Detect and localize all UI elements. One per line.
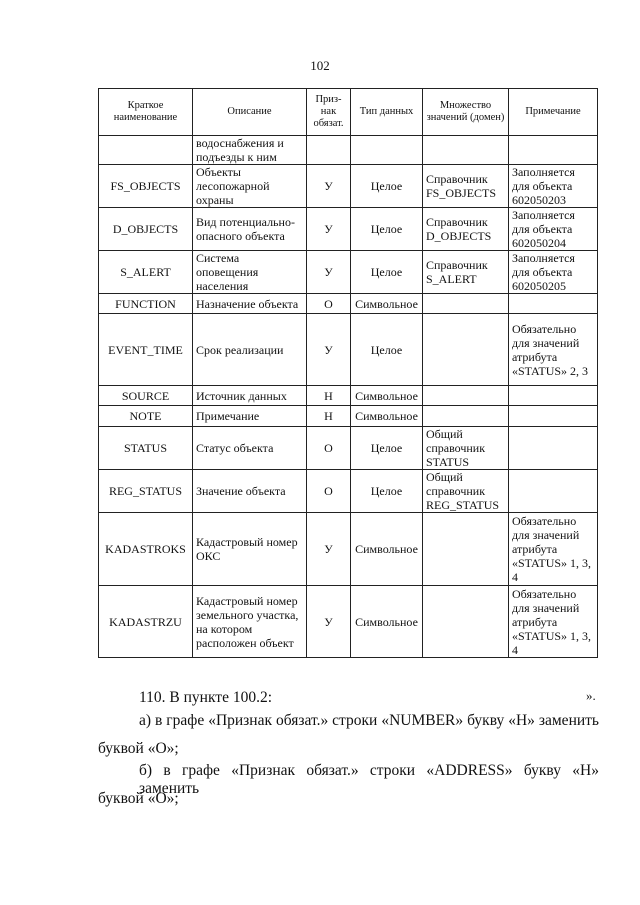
cell-type: Символьное (351, 294, 423, 314)
cell-required: У (307, 513, 351, 586)
cell-type: Целое (351, 470, 423, 513)
cell-description: Система оповещения населения (193, 251, 307, 294)
cell-domain: Справочник D_OBJECTS (423, 208, 509, 251)
cell-note (509, 136, 598, 165)
cell-description: Объекты лесопожарной охраны (193, 165, 307, 208)
header-description: Описание (193, 89, 307, 136)
header-note: Примечание (509, 89, 598, 136)
cell-description: Срок реализации (193, 314, 307, 386)
cell-name: D_OBJECTS (99, 208, 193, 251)
cell-description: Статус объекта (193, 427, 307, 470)
cell-note (509, 386, 598, 406)
cell-name: EVENT_TIME (99, 314, 193, 386)
cell-domain (423, 586, 509, 658)
cell-required (307, 136, 351, 165)
cell-type: Символьное (351, 513, 423, 586)
cell-required: О (307, 427, 351, 470)
paragraph-b-line2: буквой «О»; (98, 790, 179, 807)
cell-type: Целое (351, 208, 423, 251)
cell-name: SOURCE (99, 386, 193, 406)
cell-type: Целое (351, 165, 423, 208)
cell-name: KADASTROKS (99, 513, 193, 586)
cell-domain: Общий справочник REG_STATUS (423, 470, 509, 513)
table-row (99, 427, 598, 470)
cell-required: У (307, 251, 351, 294)
cell-type: Символьное (351, 586, 423, 658)
cell-description: Значение объекта (193, 470, 307, 513)
table-row (99, 513, 598, 586)
cell-type: Целое (351, 314, 423, 386)
cell-required: У (307, 586, 351, 658)
cell-required: О (307, 294, 351, 314)
table-row (99, 136, 598, 165)
cell-domain (423, 386, 509, 406)
cell-domain (423, 136, 509, 165)
cell-type: Целое (351, 427, 423, 470)
cell-name: STATUS (99, 427, 193, 470)
paragraph-a-line1: а) в графе «Признак обязат.» строки «NUMBER» букву «Н» заменить (139, 712, 599, 729)
cell-required: О (307, 470, 351, 513)
cell-note (509, 427, 598, 470)
cell-name: FS_OBJECTS (99, 165, 193, 208)
cell-description: Кадастровый номер ОКС (193, 513, 307, 586)
table-row (99, 165, 598, 208)
cell-note (509, 294, 598, 314)
cell-note (509, 470, 598, 513)
cell-description: водоснабжения и подъезды к ним (193, 136, 307, 165)
cell-note: Заполняется для объекта 602050203 (509, 165, 598, 208)
paragraph-item-110: 110. В пункте 100.2: (139, 689, 273, 706)
closing-quote: ». (586, 688, 596, 703)
cell-description: Источник данных (193, 386, 307, 406)
table-row (99, 470, 598, 513)
cell-type: Целое (351, 251, 423, 294)
cell-name: NOTE (99, 406, 193, 427)
cell-domain: Справочник FS_OBJECTS (423, 165, 509, 208)
cell-note: Обязательно для значений атрибута «STATUS» 1, 3, 4 (509, 586, 598, 658)
cell-name: S_ALERT (99, 251, 193, 294)
header-type: Тип данных (351, 89, 423, 136)
cell-required: Н (307, 386, 351, 406)
table-row (99, 406, 598, 427)
header-domain: Множество значений (домен) (423, 89, 509, 136)
table-row (99, 208, 598, 251)
table-row (99, 386, 598, 406)
cell-note: Заполняется для объекта 602050205 (509, 251, 598, 294)
cell-required: У (307, 314, 351, 386)
table-row (99, 294, 598, 314)
cell-name: FUNCTION (99, 294, 193, 314)
attribute-table (98, 88, 598, 658)
cell-domain: Общий справочник STATUS (423, 427, 509, 470)
table-header-row (99, 89, 598, 136)
cell-name: KADASTRZU (99, 586, 193, 658)
cell-description: Примечание (193, 406, 307, 427)
cell-name: REG_STATUS (99, 470, 193, 513)
cell-domain (423, 513, 509, 586)
page-number: 102 (310, 58, 330, 73)
paragraph-a-line2: буквой «О»; (98, 740, 179, 757)
cell-name (99, 136, 193, 165)
cell-type: Символьное (351, 406, 423, 427)
header-name: Краткое наименование (99, 89, 193, 136)
cell-type (351, 136, 423, 165)
cell-type: Символьное (351, 386, 423, 406)
cell-required: Н (307, 406, 351, 427)
table-row (99, 586, 598, 658)
cell-note: Обязательно для значений атрибута «STATUS» 1, 3, 4 (509, 513, 598, 586)
cell-note: Заполняется для объекта 602050204 (509, 208, 598, 251)
cell-description: Вид потенциально-опасного объекта (193, 208, 307, 251)
cell-description: Кадастровый номер земельного участка, на котором расположен объект (193, 586, 307, 658)
cell-note: Обязательно для значений атрибута «STATUS» 2, 3 (509, 314, 598, 386)
cell-note (509, 406, 598, 427)
cell-required: У (307, 208, 351, 251)
cell-required: У (307, 165, 351, 208)
cell-domain: Справочник S_ALERT (423, 251, 509, 294)
cell-description: Назначение объекта (193, 294, 307, 314)
cell-domain (423, 406, 509, 427)
cell-domain (423, 314, 509, 386)
cell-domain (423, 294, 509, 314)
header-required: Приз-нак обязат. (307, 89, 351, 136)
table-row (99, 251, 598, 294)
paragraph-b-line1: б) в графе «Признак обязат.» строки «ADDRESS» букву «Н» заменить (139, 762, 599, 797)
table-row (99, 314, 598, 386)
